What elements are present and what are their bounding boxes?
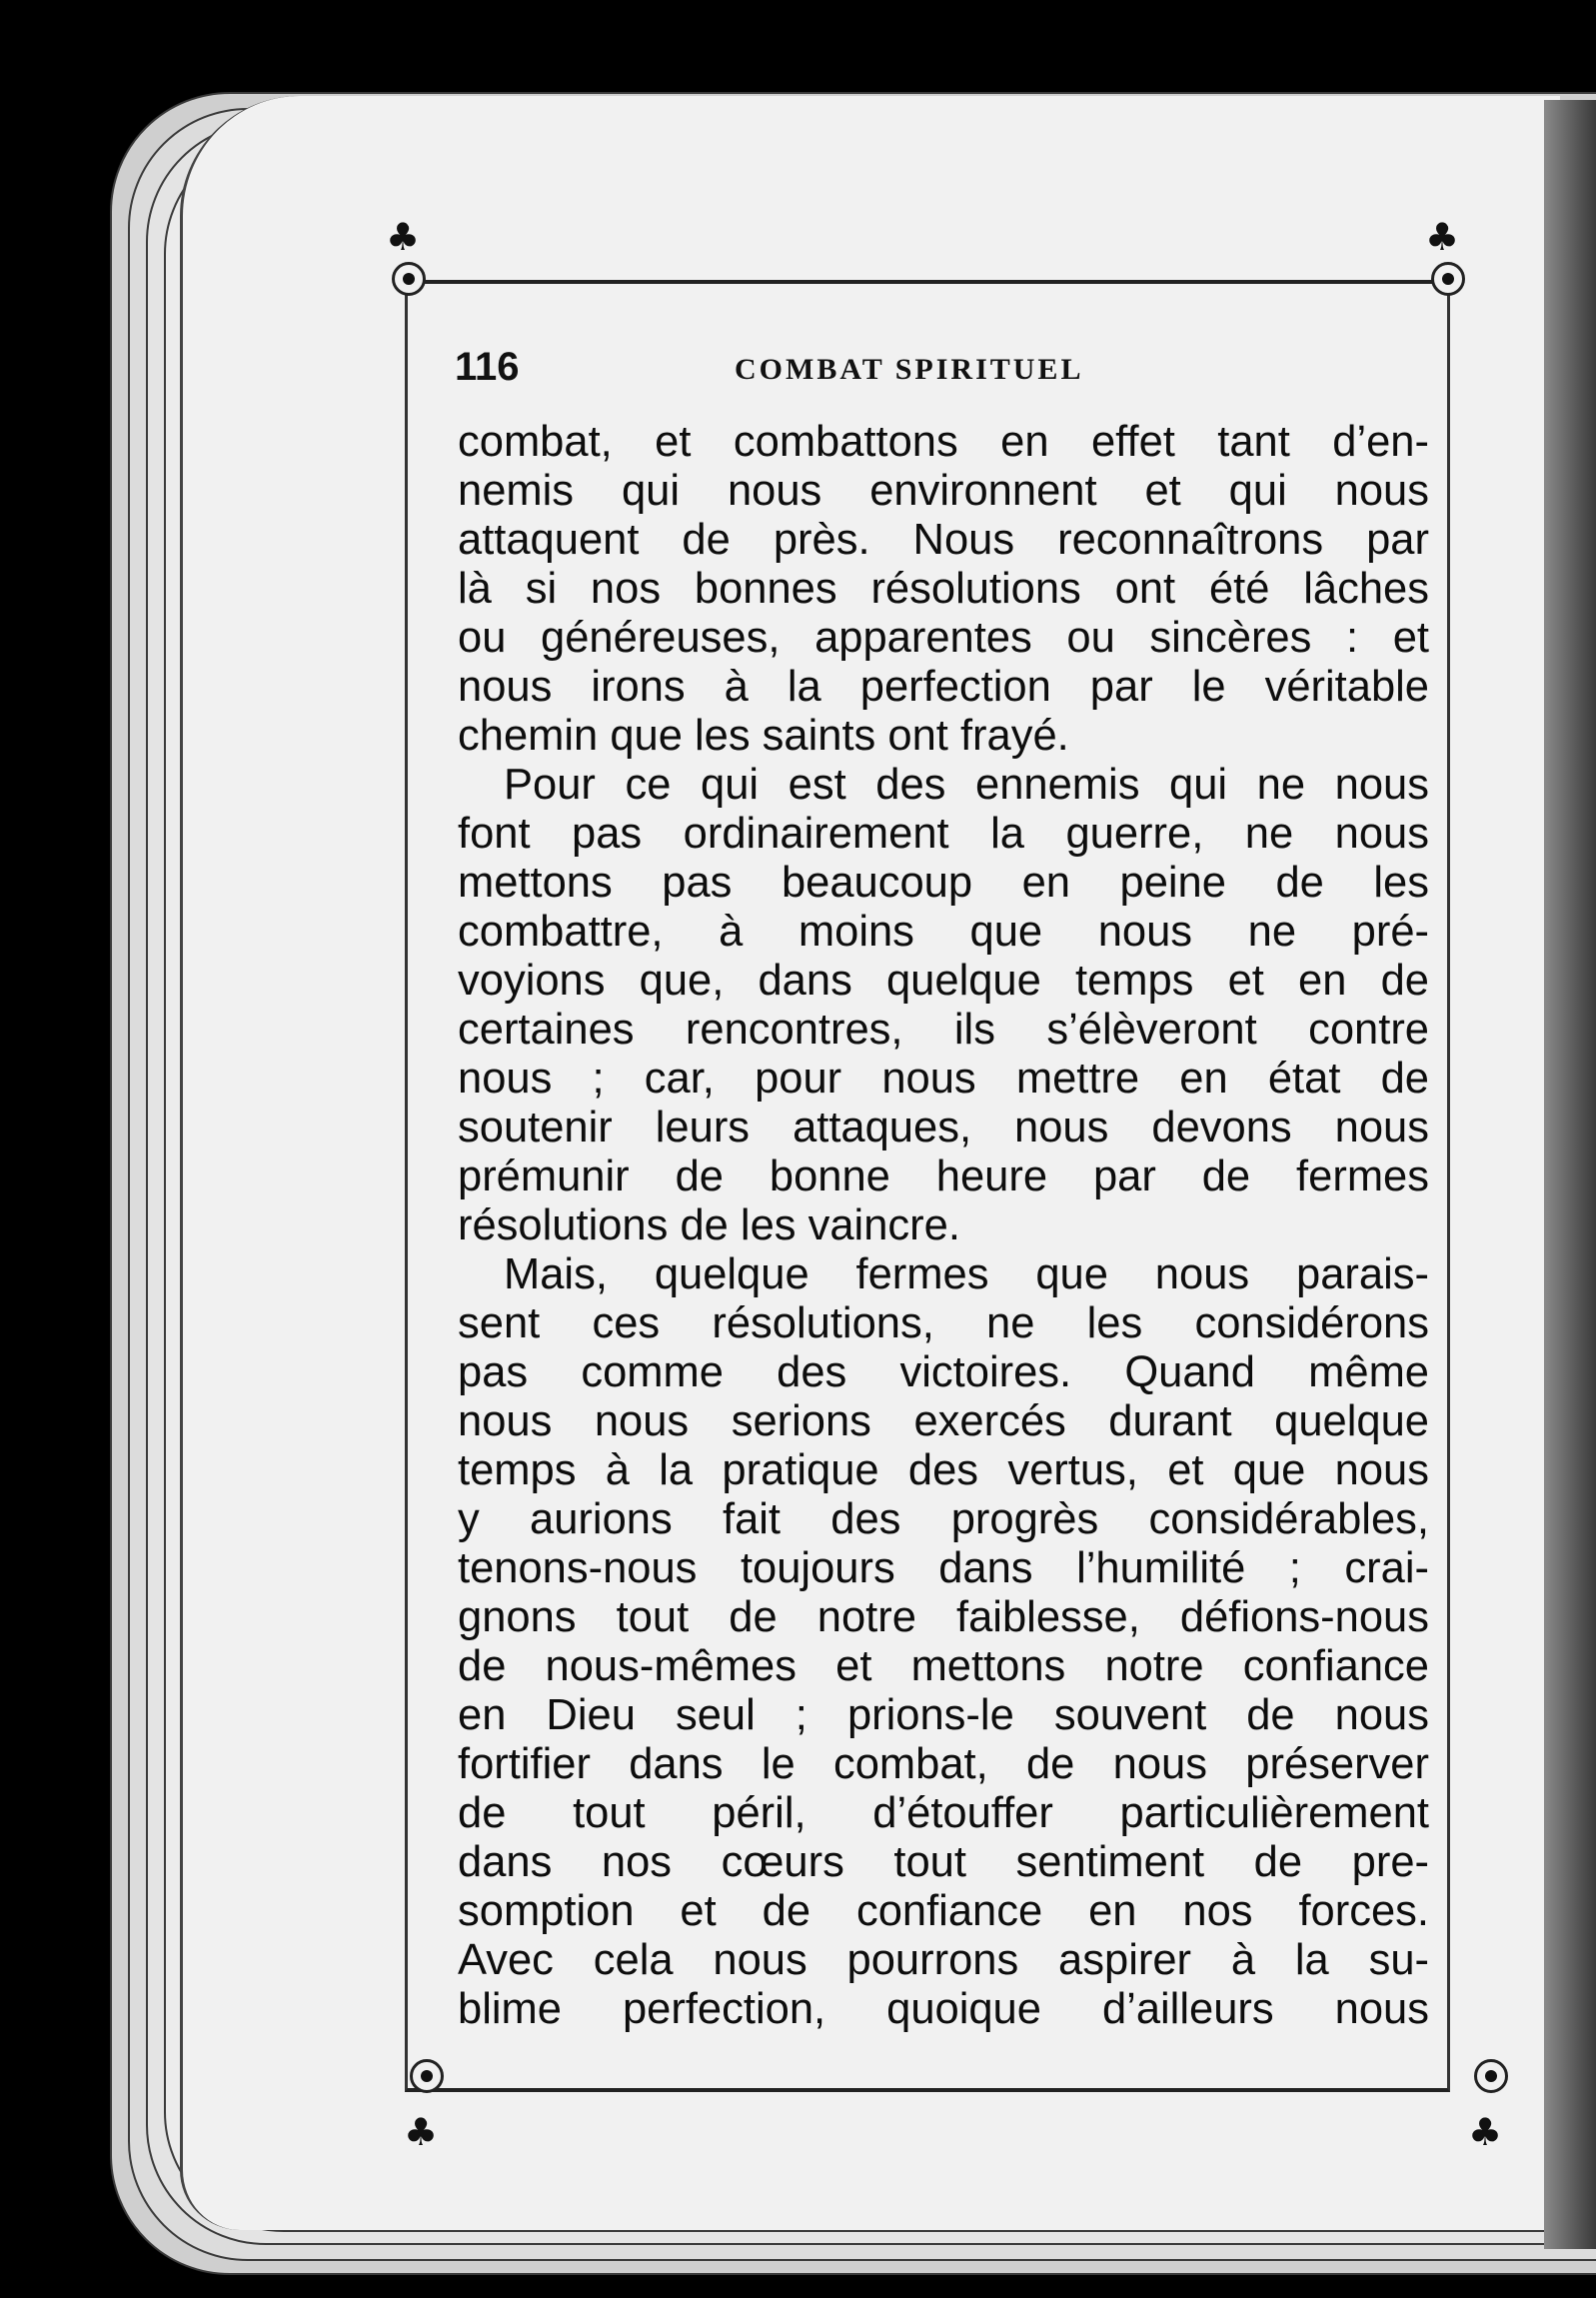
text-line: combat, et combattons en effet tant d’en- [458,418,1429,466]
text-line: prémunir de bonne heure par de fermes [458,1152,1429,1200]
text-line: tenons-nous toujours dans l’humilité ; crai- [458,1544,1429,1592]
text-line: sent ces résolutions, ne les considérons [458,1299,1429,1347]
text-line: chemin que les saints ont frayé. [458,712,1069,760]
text-line: là si nos bonnes résolutions ont été lâches [458,565,1429,613]
text-line: mettons pas beaucoup en peine de les [458,859,1429,907]
text-line: attaquent de près. Nous reconnaîtrons par [458,516,1429,564]
text-line: nous nous serions exercés durant quelque [458,1397,1429,1445]
spine-shadow [1544,100,1596,2249]
text-line: certaines rencontres, ils s’élèveront contre [458,1006,1429,1054]
text-line: pas comme des victoires. Quand même [458,1348,1429,1396]
text-line: de nous-mêmes et mettons notre confiance [458,1642,1429,1690]
corner-ornament-top-left-icon: ♣ [372,222,442,312]
text-line: de tout péril, d’étouffer particulièrement [458,1789,1429,1837]
text-line: soutenir leurs attaques, nous devons nous [458,1104,1429,1151]
text-line: y aurions fait des progrès considérables, [458,1495,1429,1543]
text-line: fortifier dans le combat, de nous préserver [458,1740,1429,1788]
text-line: font pas ordinairement la guerre, ne nous [458,810,1429,858]
text-line: combattre, à moins que nous ne pré- [458,908,1429,956]
page-number: 116 [455,345,520,389]
text-line: temps à la pratique des vertus, et que nous [458,1446,1429,1494]
text-line: en Dieu seul ; prions-le souvent de nous [458,1691,1429,1739]
text-line: résolutions de les vaincre. [458,1201,960,1249]
text-line: blime perfection, quoique d’ailleurs nous [458,1985,1429,2033]
text-line: somption et de confiance en nos forces. [458,1887,1429,1935]
corner-ornament-top-right-icon: ♣ [1411,222,1481,312]
running-title: COMBAT SPIRITUEL [735,353,1084,386]
text-line: nous ; car, pour nous mettre en état de [458,1055,1429,1103]
text-line: Avec cela nous pourrons aspirer à la su- [458,1936,1429,1984]
text-line: nemis qui nous environnent et qui nous [458,467,1429,515]
text-line: ou généreuses, apparentes ou sincères : et [458,614,1429,662]
text-line: gnons tout de notre faiblesse, défions-nous [458,1593,1429,1641]
corner-ornament-bottom-right-icon: ♣ [1454,2039,1524,2129]
text-line: Pour ce qui est des ennemis qui ne nous [504,761,1429,809]
corner-ornament-bottom-left-icon: ♣ [390,2039,460,2129]
page-header [455,345,1414,405]
text-line: voyions que, dans quelque temps et en de [458,957,1429,1005]
text-line: dans nos cœurs tout sentiment de pre- [458,1838,1429,1886]
text-line: nous irons à la perfection par le véritable [458,663,1429,711]
body-text [458,418,1429,2034]
text-line: Mais, quelque fermes que nous parais- [504,1250,1429,1298]
